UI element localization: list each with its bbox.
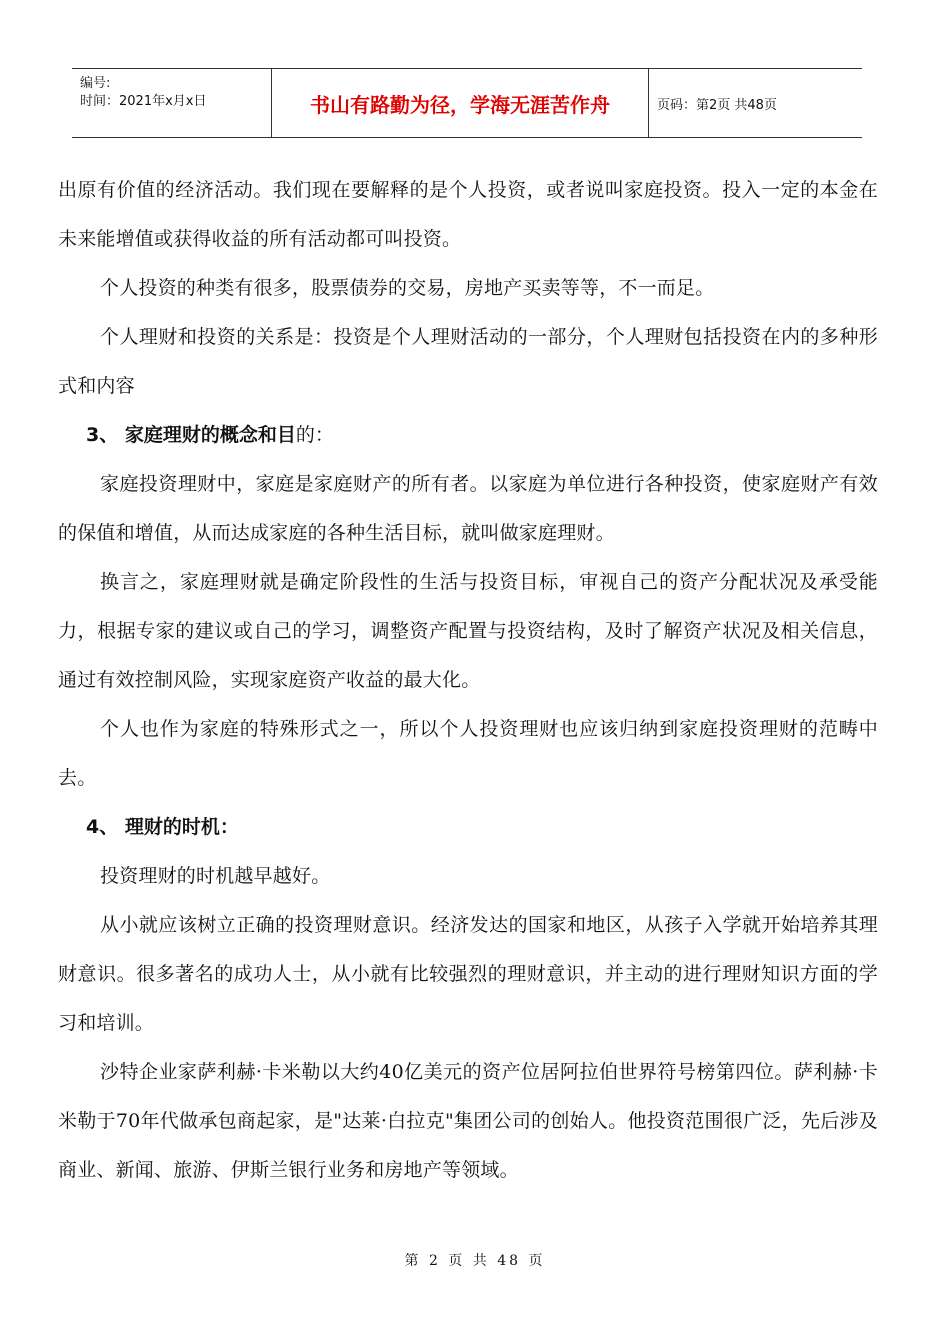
paragraph-3: 个人理财和投资的关系是：投资是个人理财活动的一部分，个人理财包括投资在内的多种形式和内容	[58, 326, 878, 397]
document-time-label: 时间：2021年x月x日	[80, 94, 207, 109]
paragraph-9: 沙特企业家萨利赫·卡米勒以大约40亿美元的资产位居阿拉伯世界符号榜第四位。萨利赫·卡米勒于70年代做承包商起家，是"达莱·白拉克"集团公司的创始人。他投资范围很广泛，先后涉及商业、新闻、旅游、伊斯兰银行业务和房地产等领域。	[58, 1061, 878, 1181]
paragraph-4: 家庭投资理财中，家庭是家庭财产的所有者。以家庭为单位进行各种投资，使家庭财产有效的保值和增值，从而达成家庭的各种生活目标，就叫做家庭理财。	[58, 473, 878, 544]
paragraph-5: 换言之，家庭理财就是确定阶段性的生活与投资目标，审视自己的资产分配状况及承受能力，根据专家的建议或自己的学习，调整资产配置与投资结构，及时了解资产状况及相关信息，通过有效控制风险，实现家庭资产收益的最大化。	[58, 571, 878, 691]
section-heading-4: 4、 理财的时机：	[86, 816, 239, 838]
paragraph-2: 个人投资的种类有很多，股票债券的交易，房地产买卖等等，不一而足。	[100, 277, 715, 299]
page-header	[72, 68, 862, 138]
section-heading-3-main: 3、 家庭理财的概念和目	[86, 424, 296, 446]
paragraph-8: 从小就应该树立正确的投资理财意识。经济发达的国家和地区，从孩子入学就开始培养其理财意识。很多著名的成功人士，从小就有比较强烈的理财意识，并主动的进行理财知识方面的学习和培训。	[58, 914, 878, 1034]
header-meta	[72, 69, 272, 137]
section-heading-3-tail: 的：	[295, 424, 334, 446]
paragraph-7: 投资理财的时机越早越好。	[100, 865, 331, 887]
header-motto: 书山有路勤为径，学海无涯苦作舟	[272, 69, 649, 137]
paragraph-1: 出原有价值的经济活动。我们现在要解释的是个人投资，或者说叫家庭投资。投入一定的本金在未来能增值或获得收益的所有活动都可叫投资。	[58, 179, 878, 250]
section-heading-3	[58, 411, 878, 460]
header-page-info: 页码：第2页 共48页	[657, 97, 777, 113]
paragraph-6: 个人也作为家庭的特殊形式之一，所以个人投资理财也应该归纳到家庭投资理财的范畴中去。	[58, 718, 878, 789]
document-body	[58, 166, 878, 1195]
document-number-label: 编号:	[80, 76, 111, 91]
page-footer: 第 2 页 共 48 页	[404, 1253, 546, 1269]
